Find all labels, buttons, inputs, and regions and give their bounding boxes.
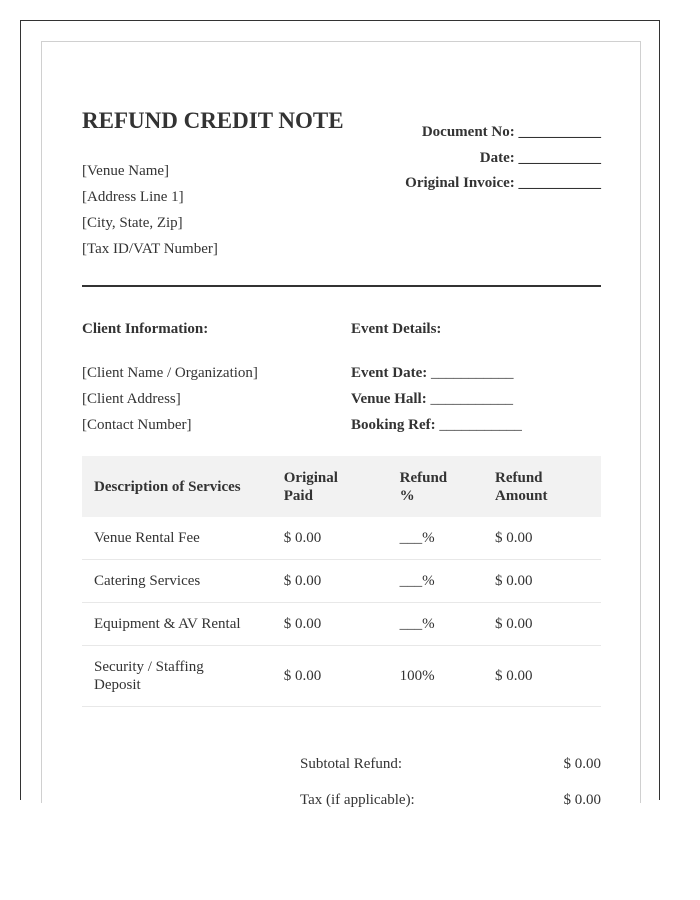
- event-date-blank: ___________: [430, 365, 514, 381]
- venue-name: [Venue Name]: [82, 163, 170, 179]
- row-description-line1: Security / Staffing: [94, 659, 204, 675]
- header-refund-amount-line2: Amount: [495, 487, 548, 504]
- row-refund-amount: $ 0.00: [483, 646, 601, 707]
- venue-hall-blank: ___________: [430, 391, 513, 407]
- document-page: [41, 41, 641, 808]
- document-frame: [20, 20, 660, 808]
- row-description: Equipment & AV Rental: [82, 603, 272, 646]
- client-address: [Client Address]: [82, 391, 181, 407]
- subtotal-value: $ 0.00: [563, 756, 601, 772]
- header-original-paid-line2: Paid: [283, 487, 313, 504]
- original-invoice-label: Original Invoice:: [405, 175, 515, 191]
- venue-city: [City, State, Zip]: [82, 215, 183, 231]
- venue-tax-id: [Tax ID/VAT Number]: [82, 241, 218, 257]
- document-title: REFUND CREDIT NOTE: [82, 108, 344, 133]
- original-invoice-row: [405, 171, 601, 197]
- row-original-paid: $ 0.00: [272, 517, 388, 560]
- row-refund-amount: $ 0.00: [483, 603, 601, 646]
- row-description: [82, 646, 272, 707]
- header-description: Description of Services: [82, 456, 272, 517]
- row-refund-percent: ___%: [388, 560, 483, 603]
- subtotal-label: Subtotal Refund:: [300, 756, 403, 772]
- booking-ref-blank: ___________: [439, 417, 522, 433]
- header-refund-percent: [388, 456, 483, 517]
- header-refund-amount: [483, 456, 601, 517]
- subtotal-row: [300, 746, 601, 782]
- document-number-label: Document No:: [421, 124, 515, 140]
- date-row: [405, 146, 601, 172]
- services-table: [82, 456, 601, 707]
- booking-ref-row: [351, 412, 522, 438]
- header-refund-percent-line1: Refund: [399, 469, 448, 486]
- table-row: [82, 646, 601, 707]
- row-description: Venue Rental Fee: [82, 517, 272, 560]
- totals-summary: [300, 746, 601, 818]
- client-contact: [Contact Number]: [82, 417, 192, 433]
- event-details-heading: Event Details:: [351, 321, 442, 337]
- document-number-row: [405, 120, 601, 146]
- row-original-paid: $ 0.00: [272, 603, 388, 646]
- date-label: Date:: [479, 149, 515, 166]
- event-date-label: Event Date:: [351, 365, 428, 381]
- client-info-heading: Client Information:: [82, 321, 209, 337]
- row-refund-percent: 100%: [388, 646, 483, 707]
- row-description-line2: Deposit: [94, 677, 141, 693]
- header-original-paid-line1: Original: [283, 469, 338, 486]
- row-description: Catering Services: [82, 560, 272, 603]
- original-invoice-blank: ___________: [518, 175, 601, 191]
- tax-label: Tax (if applicable):: [300, 792, 415, 808]
- table-header-row: [82, 456, 601, 517]
- event-details: [351, 360, 522, 438]
- row-refund-percent: ___%: [388, 603, 483, 646]
- row-original-paid: $ 0.00: [272, 646, 388, 707]
- row-refund-amount: $ 0.00: [483, 517, 601, 560]
- row-refund-amount: $ 0.00: [483, 560, 601, 603]
- venue-hall-label: Venue Hall:: [351, 391, 427, 407]
- event-date-row: [351, 360, 522, 386]
- row-original-paid: $ 0.00: [272, 560, 388, 603]
- header-refund-percent-line2: %: [399, 487, 415, 504]
- document-number-blank: ___________: [518, 124, 601, 140]
- client-info: [82, 360, 258, 438]
- tax-row: [300, 782, 601, 818]
- date-blank: ___________: [518, 149, 601, 166]
- client-name: [Client Name / Organization]: [82, 365, 258, 381]
- venue-hall-row: [351, 386, 522, 412]
- row-refund-percent: ___%: [388, 517, 483, 560]
- header-refund-amount-line1: Refund: [495, 469, 543, 486]
- header-original-paid: [272, 456, 388, 517]
- booking-ref-label: Booking Ref:: [351, 417, 436, 433]
- venue-address: [Address Line 1]: [82, 189, 184, 205]
- table-row: [82, 603, 601, 646]
- venue-info: [82, 158, 218, 262]
- header-divider: [82, 285, 601, 287]
- document-meta: [405, 120, 601, 197]
- table-row: [82, 560, 601, 603]
- table-row: [82, 517, 601, 560]
- tax-value: $ 0.00: [563, 792, 601, 808]
